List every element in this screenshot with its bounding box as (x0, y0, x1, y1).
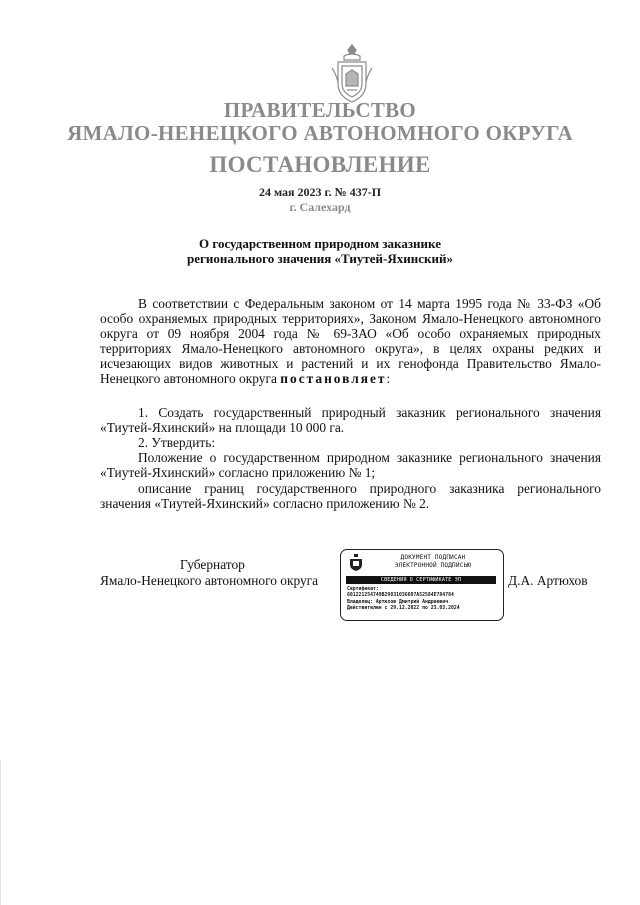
coat-of-arms-emblem (330, 44, 374, 104)
signer-position-line2: Ямало-Ненецкого автономного округа (100, 573, 319, 588)
document-title-line1: О государственном природном заказнике (199, 236, 441, 251)
signer-position-line1: Губернатор (180, 557, 245, 572)
clause-1: 1. Создать государственный природный заказник регионального значения «Тиутей-Яхинский» на площади 10 000 га. (100, 405, 601, 435)
stamp-validity: Действителен с 29.12.2022 по 23.03.2024 (347, 606, 460, 611)
city: г. Салехард (289, 200, 351, 214)
stamp-certificate-bar: СВЕДЕНИЯ О СЕРТИФИКАТЕ ЭП (346, 576, 496, 584)
date-and-number: 24 мая 2023 г. № 437-П (258, 185, 382, 199)
clause-2-item-1: Положение о государственном природном заказнике регионального значения «Тиутей-Яхинский» согласно приложению № 1; (100, 450, 601, 480)
stamp-heading-line2: ЭЛЕКТРОННОЙ ПОДПИСЬЮ (394, 562, 472, 569)
stamp-emblem-icon (348, 554, 364, 572)
stamp-owner: Владелец: Артюхов Дмитрий Андреевич (347, 600, 449, 605)
decree-word: постановляет (280, 371, 387, 386)
document-type: ПОСТАНОВЛЕНИЕ (209, 152, 431, 177)
signer-name: Д.А. Артюхов (508, 573, 588, 588)
stamp-cert-label: Сертификат: (347, 587, 379, 592)
stamp-heading-line1: ДОКУМЕНТ ПОДПИСАН (400, 554, 466, 561)
document-title-line2: регионального значения «Тиутей-Яхинский» (187, 251, 453, 266)
page-edge-line (0, 760, 1, 905)
clause-2-item-2: описание границ государственного природного заказника регионального значения «Тиутей-Яхинский» согласно приложению № 2. (100, 481, 601, 511)
electronic-signature-stamp (340, 549, 504, 621)
preamble-paragraph (100, 296, 601, 386)
org-name-line2: ЯМАЛО-НЕНЕЦКОГО АВТОНОМНОГО ОКРУГА (67, 121, 573, 145)
org-name-line1: ПРАВИТЕЛЬСТВО (223, 98, 417, 122)
preamble-colon: : (386, 371, 391, 386)
stamp-cert-value: 601221254749B29831036607A52584E784784 (347, 593, 454, 598)
clause-2: 2. Утвердить: (138, 435, 216, 450)
preamble-text: В соответствии с Федеральным законом от 14 марта 1995 года № 33-ФЗ «Об особо охраняемых природных территориях», Законом Ямало-Ненецкого автономного округа от 09 ноября 2004 года № 69-ЗАО «Об особо охраняемых природных территориях Ямало-Ненецкого автономного округа», в целях охраны редких и исчезающих видов животных и растений и их генофонда Правительство Ямало-Ненецкого автономного округа (100, 296, 601, 386)
